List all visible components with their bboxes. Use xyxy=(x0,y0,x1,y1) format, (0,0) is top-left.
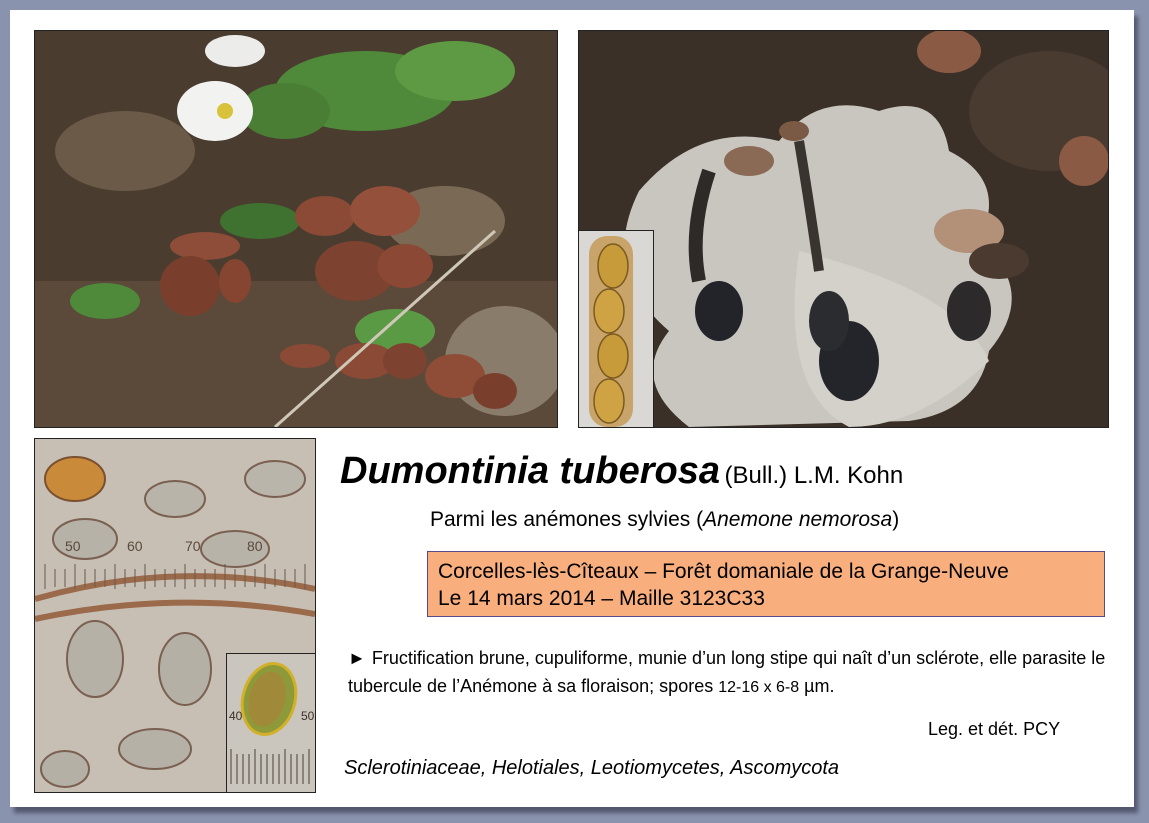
species-name: Dumontinia tuberosa xyxy=(340,450,721,492)
species-author: (Bull.) L.M. Kohn xyxy=(724,462,904,489)
photo-sclerotia-on-leaf xyxy=(578,30,1109,428)
collector-credit: Leg. et dét. PCY xyxy=(928,719,1061,739)
description-text: Fructification brune, cupuliforme, munie d’un long stipe qui naît d’un sclérote, elle parasite le tubercule de l’Anémone à sa floraison; spores xyxy=(348,648,1106,696)
plate-sheet xyxy=(10,10,1134,807)
taxonomy-line: Sclerotiniaceae, Helotiales, Leotiomycetes, Ascomycota xyxy=(344,757,840,779)
inset-scale-label-40: 40 xyxy=(229,709,243,723)
host-latin-name: Anemone nemorosa xyxy=(703,508,893,531)
species-title xyxy=(340,450,903,493)
host-suffix: ) xyxy=(892,508,900,531)
scale-label-60: 60 xyxy=(127,538,143,554)
scale-label-80: 80 xyxy=(247,538,263,554)
spore-unit: µm. xyxy=(799,676,835,696)
host-line xyxy=(430,508,899,532)
host-prefix: Parmi les anémones sylvies ( xyxy=(430,508,704,531)
scale-label-70: 70 xyxy=(185,538,201,554)
locality-date: Le 14 mars 2014 – Maille 3123C33 xyxy=(438,587,765,610)
bullet-arrow-icon: ► xyxy=(348,648,366,668)
locality-box xyxy=(427,551,1105,617)
spore-size: 12-16 x 6-8 xyxy=(718,679,800,696)
locality-place: Corcelles-lès-Cîteaux – Forêt domaniale de la Grange-Neuve xyxy=(438,560,1009,583)
photo-anemones-and-cups xyxy=(34,30,558,428)
inset-scale-label-50: 50 xyxy=(301,709,315,723)
inset-ascus-photo xyxy=(578,230,654,428)
inset-single-spore xyxy=(226,653,316,793)
scale-label-50: 50 xyxy=(65,538,81,554)
description xyxy=(348,644,1108,702)
